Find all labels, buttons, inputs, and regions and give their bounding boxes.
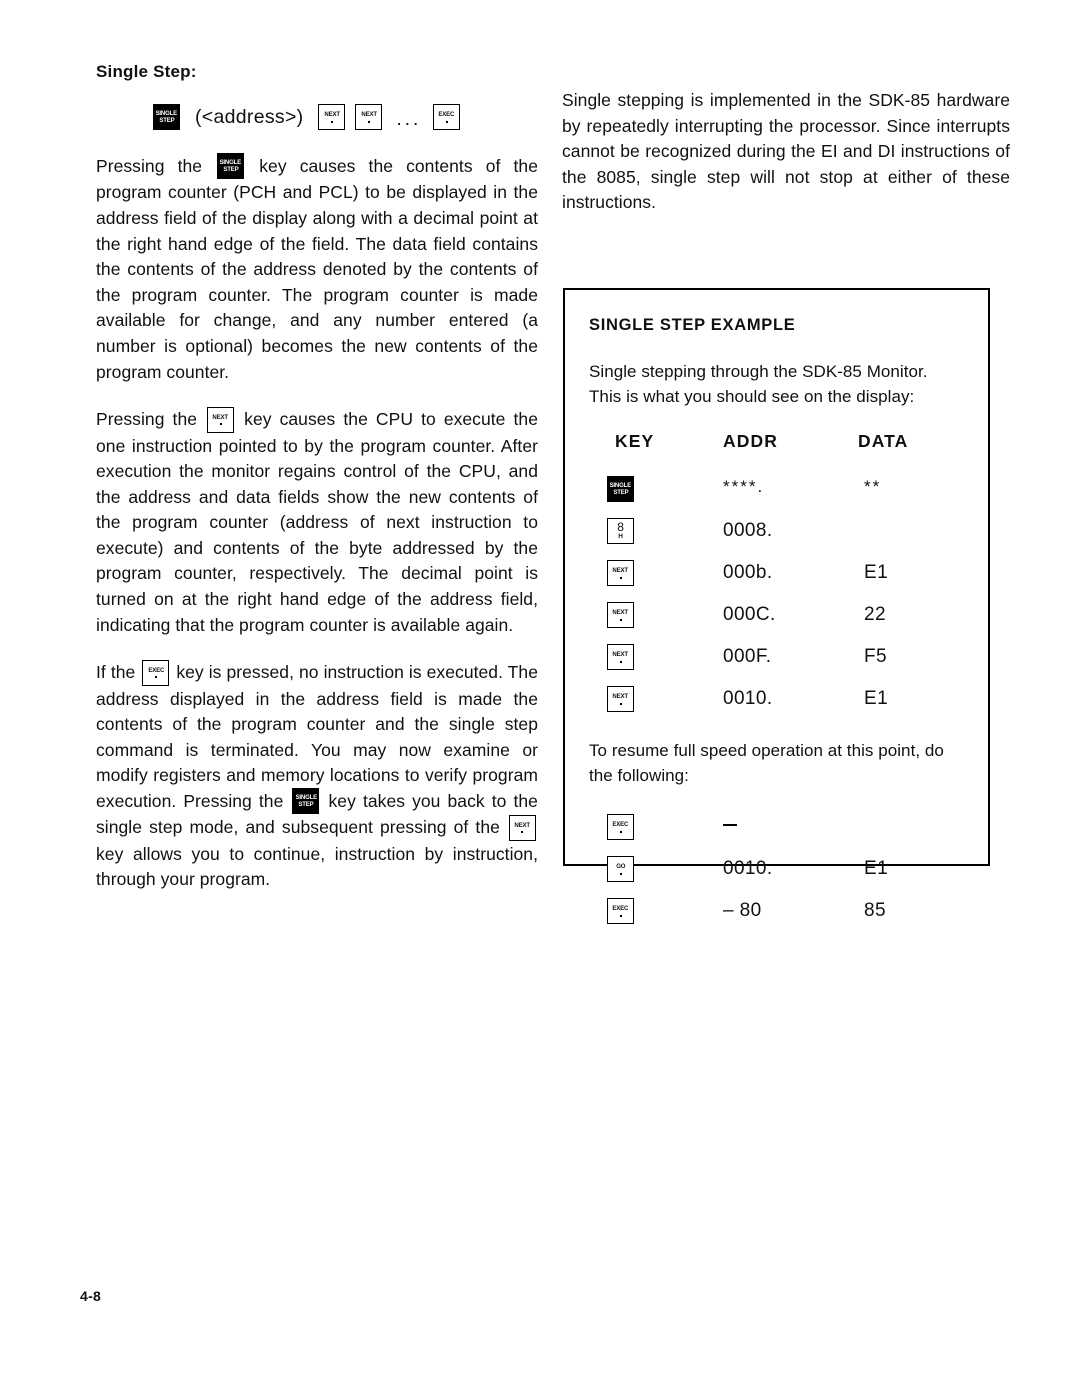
keycap-plate — [293, 789, 318, 813]
keycap-tick-icon — [446, 121, 448, 123]
keycap-tick-icon — [521, 831, 523, 833]
column-header-key: KEY — [615, 431, 655, 451]
keycap-single-step-inline-1[interactable] — [217, 153, 244, 179]
keycap-single-step[interactable] — [153, 104, 180, 130]
keycap-tick-icon — [620, 831, 622, 833]
para2-text-a: Pressing the — [96, 409, 198, 430]
row-data-cell: 85 — [864, 900, 886, 921]
keycap-label-bottom: STEP — [612, 489, 629, 496]
para3-text-a: If the — [96, 662, 136, 683]
keycap-next-inline-1[interactable] — [207, 407, 234, 433]
keycap-label-bottom: STEP — [223, 166, 239, 174]
paragraph-3 — [96, 660, 538, 893]
right-column — [562, 88, 1010, 216]
keycap-label-top: NEXT — [514, 822, 531, 830]
table-row — [589, 636, 964, 678]
para3-text-d: key allows you to continue, instruction by instruction, through your program. — [96, 843, 538, 890]
keycap-label-top: NEXT — [612, 651, 629, 659]
keycap-tick-icon — [620, 703, 622, 705]
page-number: 4-8 — [80, 1288, 102, 1304]
example-box-inner — [565, 290, 988, 932]
table-row — [589, 510, 964, 552]
keycap-label-top: EXEC — [438, 111, 455, 119]
example-resume-table — [589, 806, 964, 932]
dash-icon — [723, 824, 737, 826]
keycap-label-bottom: H — [618, 533, 623, 540]
keycap-label-top: NEXT — [612, 693, 629, 701]
para1-text-a: Pressing the — [96, 156, 203, 176]
row-key-cell — [589, 468, 719, 510]
row-data-cell: 22 — [864, 604, 886, 625]
table-row — [589, 848, 964, 890]
page-title: Single Step: — [96, 62, 197, 81]
keycap-tick-icon — [620, 619, 622, 621]
table-header-row — [589, 431, 964, 468]
row-addr-cell: – 80 — [723, 900, 762, 921]
row-data-cell — [854, 806, 964, 848]
keycap-tick-icon — [620, 577, 622, 579]
row-key-cell — [589, 552, 719, 594]
row-data-cell: E1 — [864, 688, 889, 709]
paragraph-1 — [96, 154, 538, 385]
row-addr-cell: 000F. — [723, 646, 772, 667]
keycap-label-top: EXEC — [612, 821, 629, 829]
addr-value: ****. — [723, 477, 765, 496]
keycap-next[interactable] — [607, 602, 634, 628]
keycap-label-top: 8 — [617, 520, 624, 534]
table-body — [589, 806, 964, 932]
keycap-label-top: EXEC — [147, 667, 164, 675]
keycap-next-inline-2[interactable] — [509, 815, 536, 841]
row-key-cell — [589, 806, 719, 848]
row-data-cell: E1 — [864, 562, 889, 583]
keycap-next[interactable] — [607, 560, 634, 586]
keycap-label-top: SINGLE — [609, 481, 632, 489]
keycap-go[interactable] — [607, 856, 634, 882]
left-column — [96, 62, 538, 893]
example-box-intro: Single stepping through the SDK-85 Monitor. This is what you should see on the display: — [589, 362, 928, 406]
keycap-tick-icon — [368, 121, 370, 123]
keycap-label-bottom: STEP — [158, 117, 175, 124]
keycap-single-step[interactable] — [607, 476, 634, 502]
keycap-exec[interactable] — [433, 104, 460, 130]
keycap-tick-icon — [620, 661, 622, 663]
table-body — [589, 468, 964, 720]
keycap-exec[interactable] — [607, 814, 634, 840]
keycap-label-top: NEXT — [361, 111, 377, 119]
row-addr-cell: 000b. — [723, 562, 773, 583]
keycap-label-top: SINGLE — [219, 159, 242, 167]
keycap-label-top: EXEC — [612, 905, 629, 913]
syntax-ellipsis: ... — [396, 109, 422, 130]
row-data-cell: F5 — [864, 646, 887, 667]
syntax-argument: (<address>) — [195, 105, 304, 128]
row-addr-cell: 0010. — [723, 858, 773, 879]
table-row — [589, 806, 964, 848]
row-key-cell — [589, 510, 719, 552]
column-header-data: DATA — [858, 431, 909, 451]
row-key-cell — [589, 594, 719, 636]
row-addr-cell — [719, 806, 854, 848]
keycap-next[interactable] — [607, 644, 634, 670]
resume-instruction-text: To resume full speed operation at this point, do the following: — [589, 741, 944, 785]
keycap-next[interactable] — [607, 686, 634, 712]
row-key-cell — [589, 678, 719, 720]
keycap-tick-icon — [620, 873, 622, 875]
keycap-plate — [218, 154, 243, 178]
keycap-label-top: NEXT — [212, 413, 229, 421]
keycap-label-top: NEXT — [324, 111, 340, 119]
keycap-label-bottom: STEP — [298, 801, 314, 809]
table-row — [589, 678, 964, 720]
para3-text-c: key takes you back to the single step mode, and subsequent pressing of the — [96, 791, 538, 838]
keycap-label-top: SINGLE — [155, 109, 178, 117]
table-row — [589, 890, 964, 932]
example-box-title: SINGLE STEP EXAMPLE — [589, 316, 796, 334]
keycap-label-top: GO — [615, 863, 626, 871]
keycap-tick-icon — [220, 423, 222, 425]
row-data-cell — [854, 510, 964, 552]
single-step-example-box — [563, 288, 990, 921]
keycap-label-top: NEXT — [612, 567, 629, 575]
keycap-label-top: SINGLE — [295, 794, 317, 802]
syntax-command-line — [96, 104, 538, 130]
row-addr-cell: 0010. — [723, 688, 773, 709]
row-key-cell — [589, 890, 719, 932]
para3-text-b: key is pressed, no instruction is executed. The address displayed in the address field is made the contents of the program counter and the single step command is terminated. You may now examine or modify registers and memory locations to verify program execution. Pressing the — [96, 662, 538, 811]
column-header-addr: ADDR — [723, 431, 778, 451]
data-value: ** — [864, 477, 882, 496]
example-key-sequence-table — [589, 431, 964, 720]
paragraph-2 — [96, 407, 538, 638]
right-paragraph-1: Single stepping is implemented in the SDK-85 hardware by repeatedly interrupting the processor. Since interrupts cannot be recognized during the EI and DI instructions of the 8085, single step will not stop at either of these instructions. — [562, 90, 1010, 213]
keycap-tick-icon — [620, 915, 622, 917]
table-row — [589, 468, 964, 510]
row-addr-cell: 000C. — [723, 604, 776, 625]
table-row — [589, 594, 964, 636]
keycap-next-2[interactable] — [355, 104, 382, 130]
table-header — [589, 431, 964, 468]
keycap-plate — [154, 105, 179, 129]
row-data-cell: E1 — [864, 858, 889, 879]
row-addr-cell — [719, 468, 854, 510]
row-addr-cell: 0008. — [723, 520, 773, 541]
keycap-label-top: NEXT — [612, 609, 629, 617]
row-data-cell — [854, 468, 964, 510]
keycap-8-h[interactable] — [607, 518, 634, 544]
keycap-tick-icon — [155, 676, 157, 678]
para2-text-b: key causes the CPU to execute the one instruction pointed to by the program counter. After execution the monitor regains control of the CPU, and the address and data fields show the new contents of the program counter (address of next instruction to execute) and contents of the byte addressed by the program counter, respectively. The decimal point is turned on at the right hand edge of the address field, indicating that the program counter is available again. — [96, 409, 538, 635]
keycap-tick-icon — [331, 121, 333, 123]
keycap-exec[interactable] — [607, 898, 634, 924]
keycap-exec-inline-1[interactable] — [142, 660, 169, 686]
keycap-next-1[interactable] — [318, 104, 345, 130]
table-row — [589, 552, 964, 594]
row-key-cell — [589, 848, 719, 890]
keycap-single-step-inline-2[interactable] — [292, 788, 319, 814]
para1-text-b: key causes the contents of the program counter (PCH and PCL) to be displayed in the address field of the display along with a decimal point at the right hand edge of the field. The data field contains the contents of the address denoted by the contents of the program counter. The program counter is made available for change, and any number entered (a number is optional) becomes the new contents of the program counter. — [96, 156, 538, 382]
keycap-plate — [608, 477, 633, 501]
row-key-cell — [589, 636, 719, 678]
